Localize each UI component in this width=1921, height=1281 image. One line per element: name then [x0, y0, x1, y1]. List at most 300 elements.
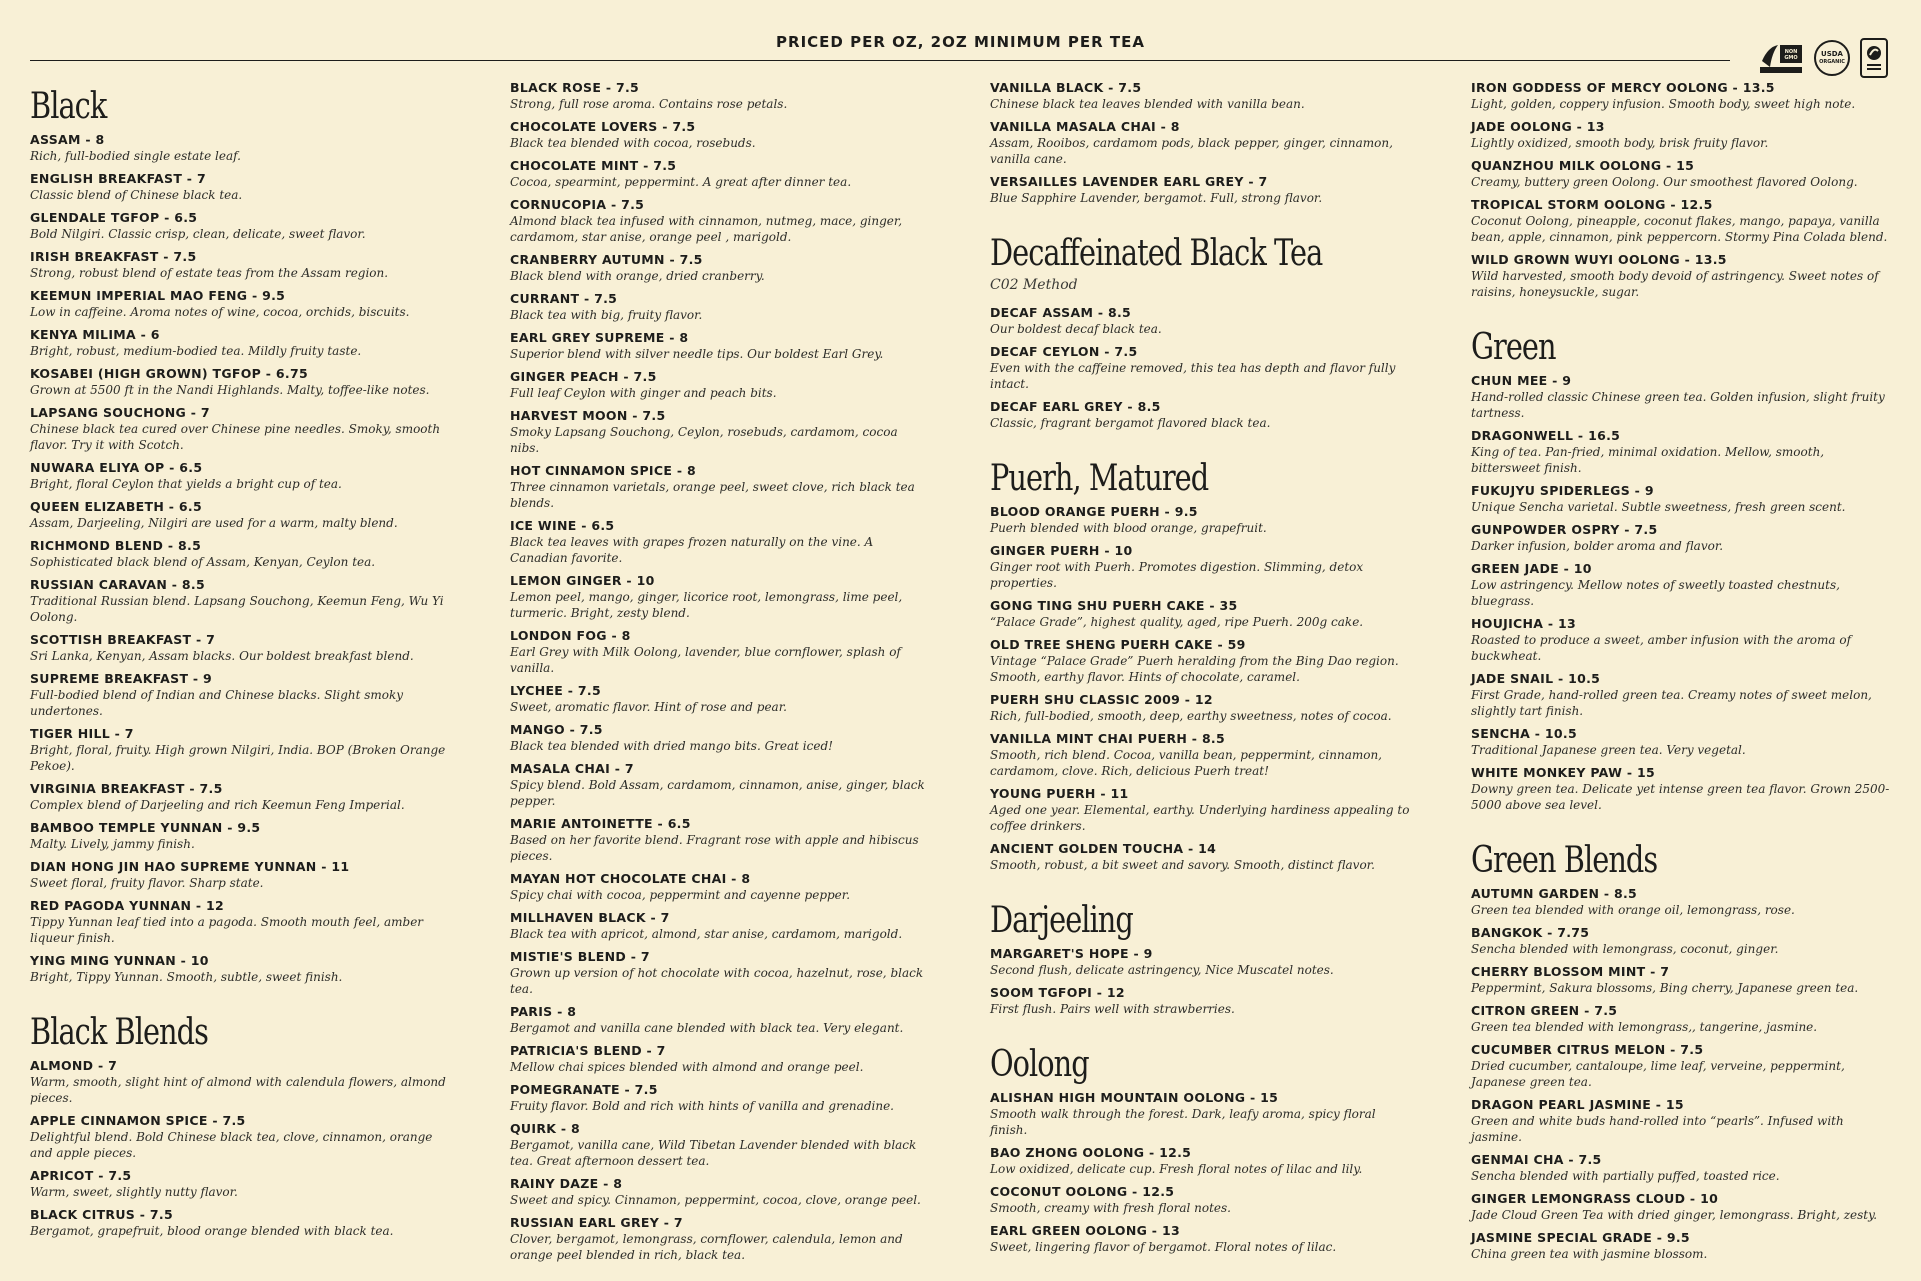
section-title: Oolong: [990, 1044, 1089, 1085]
item-description: Sencha blended with partially puffed, toasted rice.: [1471, 1169, 1780, 1183]
menu-column-2: [510, 80, 950, 1270]
item-name-price: MASALA CHAI - 7: [510, 761, 634, 776]
item-name-price: JADE SNAIL - 10.5: [1471, 671, 1601, 686]
item-name-price: WHITE MONKEY PAW - 15: [1471, 765, 1655, 780]
menu-item: [510, 761, 950, 809]
item-name-price: LYCHEE - 7.5: [510, 683, 601, 698]
item-name-price: VANILLA BLACK - 7.5: [990, 80, 1142, 95]
menu-section: [1471, 820, 1911, 1262]
item-description: Classic, fragrant bergamot flavored black tea.: [990, 416, 1271, 430]
item-description: Black blend with orange, dried cranberry.: [510, 269, 765, 283]
menu-item: [1471, 671, 1911, 719]
menu-item: [510, 871, 950, 903]
menu-section: [1471, 307, 1911, 813]
item-name-price: GENMAI CHA - 7.5: [1471, 1152, 1602, 1167]
item-description: Grown at 5500 ft in the Nandi Highlands. Malty, toffee-like notes.: [30, 383, 430, 397]
menu-item: [990, 985, 1430, 1017]
menu-section: [1471, 80, 1911, 300]
item-name-price: IRISH BREAKFAST - 7.5: [30, 249, 197, 264]
item-name-price: LEMON GINGER - 10: [510, 573, 655, 588]
item-description: Spicy blend. Bold Assam, cardamom, cinnamon, anise, ginger, black pepper.: [510, 778, 925, 808]
item-description: Earl Grey with Milk Oolong, lavender, blue cornflower, splash of vanilla.: [510, 645, 901, 675]
item-name-price: GONG TING SHU PUERH CAKE - 35: [990, 598, 1238, 613]
menu-item: [30, 820, 470, 852]
menu-item: [30, 499, 470, 531]
menu-item: [990, 946, 1430, 978]
item-description: Clover, bergamot, lemongrass, cornflower, calendula, lemon and orange peel blended in rich, black tea.: [510, 1232, 903, 1262]
item-name-price: TROPICAL STORM OOLONG - 12.5: [1471, 197, 1713, 212]
menu-item: [1471, 886, 1911, 918]
menu-item: [30, 1207, 470, 1239]
menu-item: [990, 1145, 1430, 1177]
item-description: Vintage “Palace Grade” Puerh heralding from the Bing Dao region. Smooth, earthy flavor. Hints of chocolate, caramel.: [990, 654, 1399, 684]
item-description: Wild harvested, smooth body devoid of astringency. Sweet notes of raisins, honeysuckle, sugar.: [1471, 269, 1879, 299]
item-name-price: MANGO - 7.5: [510, 722, 603, 737]
menu-item: [510, 330, 950, 362]
item-name-price: NUWARA ELIYA OP - 6.5: [30, 460, 203, 475]
menu-item: [30, 632, 470, 664]
menu-item: [990, 80, 1430, 112]
certification-logos: [1758, 38, 1888, 78]
item-name-price: VANILLA MASALA CHAI - 8: [990, 119, 1180, 134]
item-name-price: DRAGON PEARL JASMINE - 15: [1471, 1097, 1684, 1112]
item-description: Creamy, buttery green Oolong. Our smoothest flavored Oolong.: [1471, 175, 1858, 189]
item-description: “Palace Grade”, highest quality, aged, ripe Puerh. 200g cake.: [990, 615, 1364, 629]
item-description: Bright, floral Ceylon that yields a bright cup of tea.: [30, 477, 342, 491]
item-name-price: BAMBOO TEMPLE YUNNAN - 9.5: [30, 820, 261, 835]
item-name-price: GREEN JADE - 10: [1471, 561, 1592, 576]
item-description: Peppermint, Sakura blossoms, Bing cherry, Japanese green tea.: [1471, 981, 1859, 995]
item-name-price: EARL GREY SUPREME - 8: [510, 330, 689, 345]
item-name-price: HARVEST MOON - 7.5: [510, 408, 666, 423]
pricing-header: PRICED PER OZ, 2OZ MINIMUM PER TEA: [776, 33, 1145, 51]
item-description: Grown up version of hot chocolate with cocoa, hazelnut, rose, black tea.: [510, 966, 924, 996]
menu-item: [510, 158, 950, 190]
section-title: Puerh, Matured: [990, 458, 1209, 499]
menu-item: [30, 171, 470, 203]
item-description: Aged one year. Elemental, earthy. Underlying hardiness appealing to coffee drinkers.: [990, 803, 1410, 833]
menu-item: [1471, 428, 1911, 476]
menu-item: [990, 399, 1430, 431]
menu-item: [510, 628, 950, 676]
item-description: Bergamot, vanilla cane, Wild Tibetan Lavender blended with black tea. Great afternoon dessert tea.: [510, 1138, 917, 1168]
menu-item: [990, 543, 1430, 591]
item-description: Cocoa, spearmint, peppermint. A great after dinner tea.: [510, 175, 852, 189]
menu-item: [990, 1184, 1430, 1216]
item-name-price: CHOCOLATE LOVERS - 7.5: [510, 119, 696, 134]
item-description: Black tea blended with cocoa, rosebuds.: [510, 136, 756, 150]
item-name-price: PATRICIA'S BLEND - 7: [510, 1043, 666, 1058]
menu-item: [510, 252, 950, 284]
menu-item: [30, 210, 470, 242]
menu-section: [30, 992, 470, 1239]
menu-section: [990, 1024, 1430, 1255]
item-name-price: BAO ZHONG OOLONG - 12.5: [990, 1145, 1192, 1160]
item-description: Black tea blended with dried mango bits. Great iced!: [510, 739, 833, 753]
item-name-price: GINGER PUERH - 10: [990, 543, 1133, 558]
item-name-price: HOT CINNAMON SPICE - 8: [510, 463, 696, 478]
item-description: Sri Lanka, Kenyan, Assam blacks. Our boldest breakfast blend.: [30, 649, 414, 663]
non-gmo-verified-logo: [1758, 41, 1804, 75]
item-description: Second flush, delicate astringency, Nice Muscatel notes.: [990, 963, 1334, 977]
item-description: Green tea blended with lemongrass,, tangerine, jasmine.: [1471, 1020, 1818, 1034]
section-title: Decaffeinated Black Tea: [990, 233, 1323, 274]
item-name-price: APRICOT - 7.5: [30, 1168, 132, 1183]
menu-item: [1471, 1003, 1911, 1035]
item-description: Mellow chai spices blended with almond and orange peel.: [510, 1060, 864, 1074]
menu-item: [510, 573, 950, 621]
item-name-price: RICHMOND BLEND - 8.5: [30, 538, 202, 553]
menu-item: [510, 1215, 950, 1263]
item-description: Smooth, robust, a bit sweet and savory. Smooth, distinct flavor.: [990, 858, 1375, 872]
menu-item: [510, 119, 950, 151]
item-description: Traditional Japanese green tea. Very vegetal.: [1471, 743, 1746, 757]
item-name-price: POMEGRANATE - 7.5: [510, 1082, 658, 1097]
item-name-price: ENGLISH BREAKFAST - 7: [30, 171, 206, 186]
item-name-price: ASSAM - 8: [30, 132, 105, 147]
item-description: Green and white buds hand-rolled into “pearls”. Infused with jasmine.: [1471, 1114, 1844, 1144]
item-description: Superior blend with silver needle tips. Our boldest Earl Grey.: [510, 347, 884, 361]
item-description: Blue Sapphire Lavender, bergamot. Full, strong flavor.: [990, 191, 1323, 205]
menu-item: [1471, 1097, 1911, 1145]
menu-item: [510, 1043, 950, 1075]
menu-item: [1471, 522, 1911, 554]
menu-section: [990, 880, 1430, 1017]
item-description: Warm, sweet, slightly nutty flavor.: [30, 1185, 238, 1199]
item-description: Three cinnamon varietals, orange peel, sweet clove, rich black tea blends.: [510, 480, 915, 510]
item-name-price: ANCIENT GOLDEN TOUCHA - 14: [990, 841, 1217, 856]
item-description: Smooth, rich blend. Cocoa, vanilla bean, peppermint, cinnamon, cardamom, clove. Rich, delicious Puerh treat!: [990, 748, 1382, 778]
menu-item: [30, 132, 470, 164]
item-name-price: DECAF CEYLON - 7.5: [990, 344, 1138, 359]
item-description: Bergamot, grapefruit, blood orange blended with black tea.: [30, 1224, 394, 1238]
menu-item: [1471, 252, 1911, 300]
item-name-price: MILLHAVEN BLACK - 7: [510, 910, 670, 925]
menu-item: [510, 291, 950, 323]
item-name-price: LAPSANG SOUCHONG - 7: [30, 405, 210, 420]
item-name-price: RED PAGODA YUNNAN - 12: [30, 898, 225, 913]
item-description: Roasted to produce a sweet, amber infusion with the aroma of buckwheat.: [1471, 633, 1852, 663]
menu-item: [510, 80, 950, 112]
item-description: Tippy Yunnan leaf tied into a pagoda. Smooth mouth feel, amber liqueur finish.: [30, 915, 424, 945]
menu-item: [1471, 119, 1911, 151]
menu-item: [30, 1168, 470, 1200]
menu-item: [510, 518, 950, 566]
item-description: Bright, floral, fruity. High grown Nilgiri, India. BOP (Broken Orange Pekoe).: [30, 743, 446, 773]
menu-item: [990, 786, 1430, 834]
item-name-price: APPLE CINNAMON SPICE - 7.5: [30, 1113, 246, 1128]
svg-text:NON: NON: [1784, 49, 1798, 55]
item-description: Based on her favorite blend. Fragrant rose with apple and hibiscus pieces.: [510, 833, 919, 863]
item-name-price: CHERRY BLOSSOM MINT - 7: [1471, 964, 1670, 979]
item-name-price: DIAN HONG JIN HAO SUPREME YUNNAN - 11: [30, 859, 350, 874]
menu-item: [1471, 483, 1911, 515]
item-description: Lightly oxidized, smooth body, brisk fruity flavor.: [1471, 136, 1769, 150]
item-description: Delightful blend. Bold Chinese black tea, clove, cinnamon, orange and apple pieces.: [30, 1130, 433, 1160]
menu-item: [1471, 561, 1911, 609]
item-name-price: RUSSIAN EARL GREY - 7: [510, 1215, 683, 1230]
item-name-price: LONDON FOG - 8: [510, 628, 631, 643]
item-description: Almond black tea infused with cinnamon, nutmeg, mace, ginger, cardamom, star anise, orange peel , marigold.: [510, 214, 903, 244]
menu-item: [30, 405, 470, 453]
item-name-price: CHUN MEE - 9: [1471, 373, 1572, 388]
item-description: Low astringency. Mellow notes of sweetly toasted chestnuts, bluegrass.: [1471, 578, 1840, 608]
menu-item: [30, 953, 470, 985]
item-description: Sweet, aromatic flavor. Hint of rose and pear.: [510, 700, 787, 714]
item-description: Smooth, creamy with fresh floral notes.: [990, 1201, 1231, 1215]
menu-item: [30, 781, 470, 813]
item-description: Strong, full rose aroma. Contains rose petals.: [510, 97, 788, 111]
item-description: Traditional Russian blend. Lapsang Souchong, Keemun Feng, Wu Yi Oolong.: [30, 594, 444, 624]
header-divider: [30, 60, 1730, 61]
item-description: Black tea leaves with grapes frozen naturally on the vine. A Canadian favorite.: [510, 535, 874, 565]
item-name-price: VANILLA MINT CHAI PUERH - 8.5: [990, 731, 1225, 746]
item-description: Even with the caffeine removed, this tea has depth and flavor fully intact.: [990, 361, 1396, 391]
item-name-price: KENYA MILIMA - 6: [30, 327, 160, 342]
item-name-price: EARL GREEN OOLONG - 13: [990, 1223, 1180, 1238]
menu-item: [510, 408, 950, 456]
item-name-price: VERSAILLES LAVENDER EARL GREY - 7: [990, 174, 1268, 189]
menu-item: [990, 731, 1430, 779]
menu-item: [30, 249, 470, 281]
menu-item: [1471, 765, 1911, 813]
menu-item: [510, 369, 950, 401]
menu-item: [510, 1176, 950, 1208]
item-description: Unique Sencha varietal. Subtle sweetness, fresh green scent.: [1471, 500, 1846, 514]
menu-item: [990, 174, 1430, 206]
item-name-price: CITRON GREEN - 7.5: [1471, 1003, 1618, 1018]
item-name-price: PARIS - 8: [510, 1004, 577, 1019]
item-name-price: SOOM TGFOPI - 12: [990, 985, 1125, 1000]
item-description: Jade Cloud Green Tea with dried ginger, lemongrass. Bright, zesty.: [1471, 1208, 1878, 1222]
item-description: Black tea with apricot, almond, star anise, cardamom, marigold.: [510, 927, 903, 941]
menu-item: [30, 859, 470, 891]
item-description: Ginger root with Puerh. Promotes digestion. Slimming, detox properties.: [990, 560, 1364, 590]
item-name-price: GUNPOWDER OSPRY - 7.5: [1471, 522, 1658, 537]
item-name-price: TIGER HILL - 7: [30, 726, 134, 741]
menu-section: [990, 213, 1430, 431]
menu-item: [1471, 1191, 1911, 1223]
item-name-price: CRANBERRY AUTUMN - 7.5: [510, 252, 703, 267]
menu-item: [990, 841, 1430, 873]
item-description: Bright, Tippy Yunnan. Smooth, subtle, sweet finish.: [30, 970, 343, 984]
item-description: Sweet, lingering flavor of bergamot. Floral notes of lilac.: [990, 1240, 1337, 1254]
menu-column-3: [990, 80, 1430, 1262]
menu-item: [30, 366, 470, 398]
item-description: Coconut Oolong, pineapple, coconut flakes, mango, papaya, vanilla bean, apple, cinnamon, pink peppercorn. Stormy Pina Colada blend.: [1471, 214, 1888, 244]
item-description: First Grade, hand-rolled green tea. Creamy notes of sweet melon, slightly tart finish.: [1471, 688, 1872, 718]
menu-item: [990, 1223, 1430, 1255]
menu-column-4: [1471, 80, 1911, 1269]
item-name-price: YOUNG PUERH - 11: [990, 786, 1129, 801]
menu-item: [30, 1113, 470, 1161]
menu-item: [990, 504, 1430, 536]
item-name-price: JADE OOLONG - 13: [1471, 119, 1605, 134]
item-description: Light, golden, coppery infusion. Smooth body, sweet high note.: [1471, 97, 1856, 111]
menu-item: [510, 722, 950, 754]
item-name-price: QUIRK - 8: [510, 1121, 581, 1136]
section-title: Black: [30, 86, 107, 127]
menu-section: [990, 80, 1430, 206]
item-description: Malty. Lively, jammy finish.: [30, 837, 195, 851]
menu-item: [30, 538, 470, 570]
item-description: King of tea. Pan-fried, minimal oxidation. Mellow, smooth, bittersweet finish.: [1471, 445, 1825, 475]
menu-item: [510, 683, 950, 715]
menu-item: [1471, 80, 1911, 112]
menu-item: [510, 197, 950, 245]
item-name-price: OLD TREE SHENG PUERH CAKE - 59: [990, 637, 1246, 652]
item-description: Assam, Rooibos, cardamom pods, black pepper, ginger, cinnamon, vanilla cane.: [990, 136, 1393, 166]
item-description: China green tea with jasmine blossom.: [1471, 1247, 1708, 1261]
menu-section: [510, 80, 950, 1263]
menu-item: [30, 1058, 470, 1106]
usda-organic-logo: USDA ORGANIC: [1814, 40, 1850, 76]
item-name-price: ICE WINE - 6.5: [510, 518, 615, 533]
item-name-price: MARGARET'S HOPE - 9: [990, 946, 1153, 961]
section-title: Darjeeling: [990, 900, 1133, 941]
item-description: Classic blend of Chinese black tea.: [30, 188, 243, 202]
item-description: Complex blend of Darjeeling and rich Keemun Feng Imperial.: [30, 798, 405, 812]
item-name-price: CHOCOLATE MINT - 7.5: [510, 158, 677, 173]
item-name-price: KOSABEI (HIGH GROWN) TGFOP - 6.75: [30, 366, 308, 381]
item-description: Our boldest decaf black tea.: [990, 322, 1162, 336]
item-name-price: SUPREME BREAKFAST - 9: [30, 671, 213, 686]
menu-item: [1471, 373, 1911, 421]
section-title: Black Blends: [30, 1012, 208, 1053]
item-description: Black tea with big, fruity flavor.: [510, 308, 703, 322]
item-description: Rich, full-bodied, smooth, deep, earthy sweetness, notes of cocoa.: [990, 709, 1392, 723]
section-title: Green Blends: [1471, 840, 1658, 881]
item-description: Full leaf Ceylon with ginger and peach bits.: [510, 386, 777, 400]
menu-item: [510, 463, 950, 511]
section-subtitle: C02 Method: [990, 277, 1078, 293]
menu-item: [990, 598, 1430, 630]
menu-item: [990, 344, 1430, 392]
menu-item: [1471, 1230, 1911, 1262]
item-name-price: GLENDALE TGFOP - 6.5: [30, 210, 198, 225]
item-name-price: SCOTTISH BREAKFAST - 7: [30, 632, 216, 647]
item-name-price: AUTUMN GARDEN - 8.5: [1471, 886, 1638, 901]
item-description: Chinese black tea cured over Chinese pine needles. Smoky, smooth flavor. Try it with Scotch.: [30, 422, 441, 452]
menu-item: [990, 692, 1430, 724]
menu-item: [30, 577, 470, 625]
item-description: Strong, robust blend of estate teas from the Assam region.: [30, 266, 389, 280]
item-description: Spicy chai with cocoa, peppermint and cayenne pepper.: [510, 888, 851, 902]
item-name-price: YING MING YUNNAN - 10: [30, 953, 209, 968]
item-description: Chinese black tea leaves blended with vanilla bean.: [990, 97, 1305, 111]
item-name-price: QUANZHOU MILK OOLONG - 15: [1471, 158, 1695, 173]
menu-item: [510, 1082, 950, 1114]
item-name-price: JASMINE SPECIAL GRADE - 9.5: [1471, 1230, 1690, 1245]
item-name-price: GINGER PEACH - 7.5: [510, 369, 657, 384]
item-description: Bergamot and vanilla cane blended with black tea. Very elegant.: [510, 1021, 904, 1035]
item-name-price: FUKUJYU SPIDERLEGS - 9: [1471, 483, 1654, 498]
fair-trade-logo: [1860, 38, 1888, 78]
item-name-price: DRAGONWELL - 16.5: [1471, 428, 1621, 443]
item-name-price: SENCHA - 10.5: [1471, 726, 1577, 741]
item-name-price: WILD GROWN WUYI OOLONG - 13.5: [1471, 252, 1727, 267]
menu-item: [1471, 964, 1911, 996]
menu-item: [990, 637, 1430, 685]
menu-item: [1471, 726, 1911, 758]
item-name-price: ALMOND - 7: [30, 1058, 118, 1073]
item-description: Warm, smooth, slight hint of almond with calendula flowers, almond pieces.: [30, 1075, 446, 1105]
item-name-price: PUERH SHU CLASSIC 2009 - 12: [990, 692, 1213, 707]
menu-item: [1471, 197, 1911, 245]
menu-item: [990, 305, 1430, 337]
item-name-price: MAYAN HOT CHOCOLATE CHAI - 8: [510, 871, 751, 886]
menu-item: [510, 1121, 950, 1169]
item-name-price: ALISHAN HIGH MOUNTAIN OOLONG - 15: [990, 1090, 1279, 1105]
item-name-price: BLACK CITRUS - 7.5: [30, 1207, 173, 1222]
menu-item: [1471, 1042, 1911, 1090]
item-description: Lemon peel, mango, ginger, licorice root, lemongrass, lime peel, turmeric. Bright, zesty blend.: [510, 590, 903, 620]
item-description: Darker infusion, bolder aroma and flavor.: [1471, 539, 1724, 553]
menu-item: [1471, 1152, 1911, 1184]
menu-item: [1471, 616, 1911, 664]
item-name-price: BANGKOK - 7.75: [1471, 925, 1590, 940]
menu-item: [30, 327, 470, 359]
menu-item: [30, 671, 470, 719]
item-name-price: IRON GODDESS OF MERCY OOLONG - 13.5: [1471, 80, 1775, 95]
item-description: Green tea blended with orange oil, lemongrass, rose.: [1471, 903, 1795, 917]
item-name-price: BLACK ROSE - 7.5: [510, 80, 640, 95]
item-description: Dried cucumber, cantaloupe, lime leaf, verveine, peppermint, Japanese green tea.: [1471, 1059, 1845, 1089]
item-description: Bright, robust, medium-bodied tea. Mildly fruity taste.: [30, 344, 362, 358]
item-name-price: QUEEN ELIZABETH - 6.5: [30, 499, 202, 514]
menu-item: [990, 119, 1430, 167]
item-name-price: MARIE ANTOINETTE - 6.5: [510, 816, 691, 831]
item-description: Sweet and spicy. Cinnamon, peppermint, cocoa, clove, orange peel.: [510, 1193, 921, 1207]
item-description: Fruity flavor. Bold and rich with hints of vanilla and grenadine.: [510, 1099, 894, 1113]
item-name-price: CUCUMBER CITRUS MELON - 7.5: [1471, 1042, 1704, 1057]
menu-item: [30, 460, 470, 492]
menu-section: [30, 86, 470, 985]
item-name-price: RUSSIAN CARAVAN - 8.5: [30, 577, 205, 592]
section-title: Green: [1471, 327, 1556, 368]
item-name-price: HOUJICHA - 13: [1471, 616, 1577, 631]
item-name-price: MISTIE'S BLEND - 7: [510, 949, 650, 964]
menu-item: [1471, 158, 1911, 190]
item-description: Assam, Darjeeling, Nilgiri are used for a warm, malty blend.: [30, 516, 398, 530]
menu-item: [30, 726, 470, 774]
item-description: Full-bodied blend of Indian and Chinese blacks. Slight smoky undertones.: [30, 688, 404, 718]
item-name-price: RAINY DAZE - 8: [510, 1176, 623, 1191]
menu-item: [510, 816, 950, 864]
item-description: Smooth walk through the forest. Dark, leafy aroma, spicy floral finish.: [990, 1107, 1376, 1137]
item-description: Smoky Lapsang Souchong, Ceylon, rosebuds, cardamom, cocoa nibs.: [510, 425, 898, 455]
item-description: First flush. Pairs well with strawberries.: [990, 1002, 1235, 1016]
menu-item: [510, 949, 950, 997]
item-description: Low oxidized, delicate cup. Fresh floral notes of lilac and lily.: [990, 1162, 1363, 1176]
item-name-price: CURRANT - 7.5: [510, 291, 618, 306]
item-description: Bold Nilgiri. Classic crisp, clean, delicate, sweet flavor.: [30, 227, 366, 241]
item-name-price: VIRGINIA BREAKFAST - 7.5: [30, 781, 223, 796]
item-description: Sencha blended with lemongrass, coconut, ginger.: [1471, 942, 1779, 956]
menu-section: [990, 438, 1430, 873]
item-description: Puerh blended with blood orange, grapefruit.: [990, 521, 1267, 535]
item-name-price: COCONUT OOLONG - 12.5: [990, 1184, 1175, 1199]
menu-item: [30, 898, 470, 946]
menu-item: [30, 288, 470, 320]
item-description: Rich, full-bodied single estate leaf.: [30, 149, 241, 163]
menu-column-1: [30, 80, 470, 1246]
item-name-price: CORNUCOPIA - 7.5: [510, 197, 645, 212]
item-name-price: GINGER LEMONGRASS CLOUD - 10: [1471, 1191, 1719, 1206]
svg-text:GMO: GMO: [1784, 55, 1798, 61]
menu-item: [990, 1090, 1430, 1138]
menu-item: [510, 1004, 950, 1036]
